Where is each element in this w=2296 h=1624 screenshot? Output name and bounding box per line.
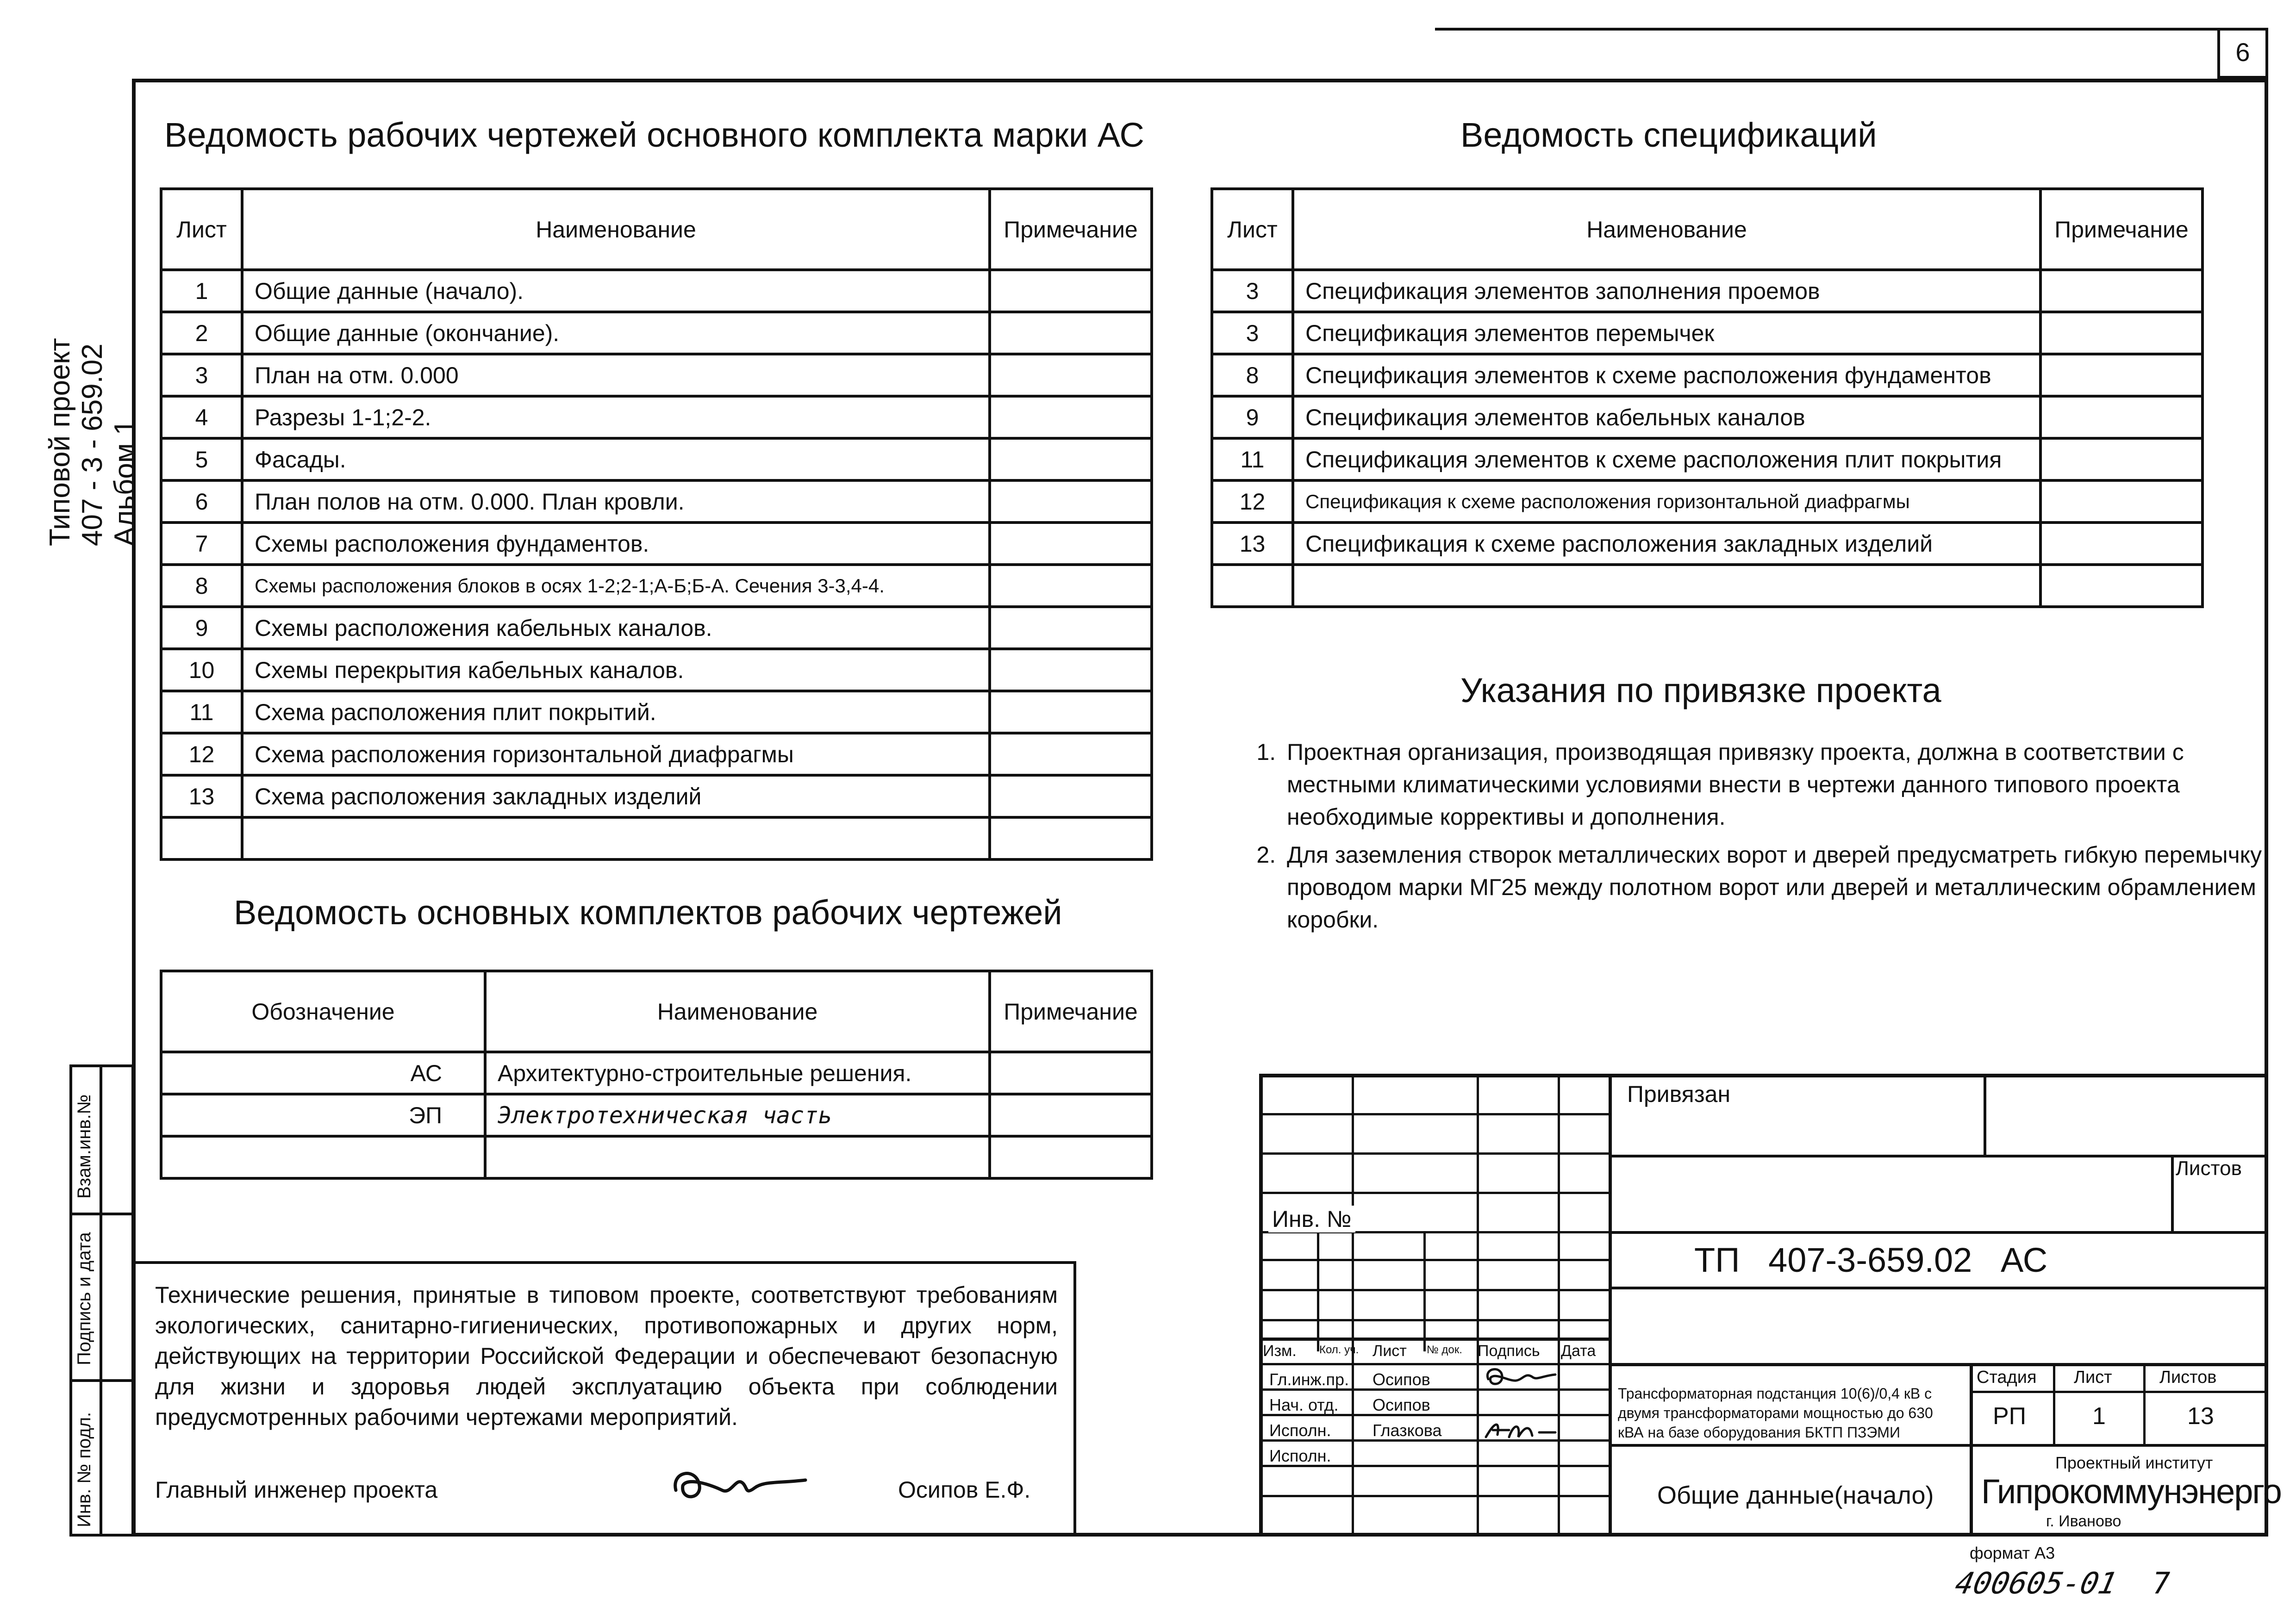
side-label [44,338,141,546]
drawings-cell-note [990,312,1152,354]
stamp-role-1: Гл.инж.пр. [1269,1370,1349,1389]
sets-cell-name: Электротехническая часть [485,1094,990,1136]
drawings-cell-note [990,817,1152,859]
vzam-label: Взам.инв.№ [74,1094,94,1199]
stamp-role-4: Исполн. [1269,1446,1331,1465]
stamp-sep-privyazan [1609,1155,2268,1157]
spec-cell-name: Спецификация элементов к схеме расположения плит покрытия [1293,438,2040,480]
spec-table [1210,187,2204,608]
spec-header-sheet: Лист [1212,189,1293,270]
spec-cell-note [2040,523,2202,565]
drawings-cell-name: Общие данные (начало). [242,270,990,312]
drawings-cell-name: Схемы расположения блоков в осях 1-2;2-1;А-Б;Б-А. Сечения 3-3,4-4. [242,565,990,607]
drawings-cell-sheet: 10 [161,649,242,691]
stamp-role-3: Исполн. [1269,1421,1331,1440]
spec-cell-name: Спецификация элементов заполнения проемов [1293,270,2040,312]
drawings-header-note: Примечание [990,189,1152,270]
stamp-sep-stage2 [1970,1444,2268,1447]
archive-page: 7 [2152,1567,2171,1601]
spec-row [1212,438,2202,480]
spec-row [1212,396,2202,438]
stamp-hline [1259,1113,1611,1115]
sets-header-note: Примечание [990,971,1152,1052]
chief-engineer-label: Главный инженер проекта [155,1477,438,1503]
tech-note-text: Технические решения, принятые в типовом проекте, соответствуют требованиям экологических, санитарно-гигиенических, противопожарных и других норм, действующих на территории Российской Федерации и обеспечевают безопасную для жизни и здоровья людей эксплуатацию объекта при соблюдении предусмотренных рабочими чертежами мероприятий. [155,1282,1058,1430]
stamp-inv-no: Инв. № [1268,1206,1355,1232]
stamp-vline-2 [1477,1074,1479,1537]
drawings-cell-sheet: 9 [161,607,242,649]
stamp-sheet-label: Лист [2074,1368,2112,1387]
spec-cell-name: Спецификация элементов перемычек [1293,312,2040,354]
stamp-signature-3 [1481,1416,1560,1444]
spec-cell-sheet: 3 [1212,270,1293,312]
sets-list-title: Ведомость основных комплектов рабочих чертежей [234,893,1062,932]
drawings-cell-note [990,649,1152,691]
drawings-cell-name: Фасады. [242,438,990,480]
stamp-sep-listov [1609,1231,2268,1234]
sets-cell-code: АС [161,1052,485,1094]
stamp-hline [1259,1289,1611,1291]
stamp-vline-1 [1352,1074,1354,1537]
stamp-vline-3 [1558,1074,1560,1537]
drawings-row [161,523,1152,565]
drawings-cell-sheet [161,817,242,859]
drawings-header-name: Наименование [242,189,990,270]
stamp-col-izm: Изм. [1263,1342,1297,1360]
spec-cell-name: Спецификация к схеме расположения горизонтальной диафрагмы [1293,480,2040,523]
drawings-cell-sheet: 4 [161,396,242,438]
drawings-cell-name: Схемы перекрытия кабельных каналов. [242,649,990,691]
spec-cell-sheet: 8 [1212,354,1293,396]
spec-list-title: Ведомость спецификаций [1460,116,1877,154]
stamp-col-kol: Кол. уч. [1319,1344,1359,1356]
drawings-cell-note [990,438,1152,480]
stamp-object-name: Трансформаторная подстанция 10(6)/0,4 кВ с двумя трансформаторами мощностью до 630 кВА на базе оборудования БКТП ПЗЭМИ [1618,1385,1933,1441]
spec-cell-sheet: 9 [1212,396,1293,438]
drawings-row [161,817,1152,859]
sets-cell-note [990,1136,1152,1178]
stamp-sheets-label: Листов [2159,1368,2217,1387]
spec-cell-note [2040,270,2202,312]
drawings-row [161,775,1152,817]
stamp-vline-obj [1970,1363,1973,1537]
drawings-cell-note [990,270,1152,312]
stamp-hline [1259,1319,1611,1321]
stamp-privyazan: Привязан [1627,1081,1731,1107]
stamp-col-ndok: № док. [1427,1344,1462,1356]
drawings-cell-sheet: 13 [161,775,242,817]
drawings-cell-name: Разрезы 1-1;2-2. [242,396,990,438]
sets-table [160,970,1153,1180]
sets-header-name: Наименование [485,971,990,1052]
stamp-role-2: Нач. отд. [1269,1395,1339,1414]
drawings-row [161,396,1152,438]
instruction-item-2: 2. Для заземления створок металлических ворот и дверей предусматреть гибкую перемычку проводом марки МГ25 между полотном ворот или дверей и металлическим обрамлением коробки. [1282,839,2268,936]
drawings-cell-note [990,565,1152,607]
spec-row [1212,480,2202,523]
inv-podl-label: Инв. № подл. [74,1412,94,1527]
stamp-name-1: Осипов [1373,1370,1430,1389]
spec-row [1212,354,2202,396]
stamp-sep-code [1609,1287,2268,1289]
stamp-sheets: 13 [2187,1403,2214,1430]
stamp-listov-top: Листов [2176,1157,2242,1180]
spec-cell-note [2040,354,2202,396]
stamp-drawing-title: Общие данные(начало) [1657,1481,1934,1509]
spec-row [1212,312,2202,354]
stamp-city: г. Иваново [2046,1512,2121,1530]
drawings-cell-name: План на отм. 0.000 [242,354,990,396]
stamp-col-podpis: Подпись [1478,1342,1540,1360]
side-label-line2: 407 - 3 - 659.02 [76,343,108,546]
sets-cell-name: Архитектурно-строительные решения. [485,1052,990,1094]
spec-cell-name: Спецификация к схеме расположения закладных изделий [1293,523,2040,565]
stamp-col-data: Дата [1561,1342,1596,1360]
stamp-vline-k [1317,1231,1319,1351]
drawings-cell-name: Схемы расположения фундаментов. [242,523,990,565]
sheet-number: 6 [2235,37,2250,67]
stamp-sep-stage [1970,1391,2268,1393]
stamp-stage: РП [1993,1403,2027,1430]
sets-row [161,1094,1152,1136]
stamp-vline-privyazan [1984,1074,1986,1157]
stamp-hline [1259,1338,1611,1341]
spec-cell-sheet: 12 [1212,480,1293,523]
chief-signature [667,1458,815,1509]
stamp-hline [1259,1192,1611,1194]
drawings-row [161,438,1152,480]
drawings-row [161,565,1152,607]
stamp-hline [1259,1259,1611,1261]
stamp-name-3: Глазкова [1373,1421,1442,1440]
instruction-item-1: 1. Проектная организация, производящая привязку проекта, должна в соответствии с местными климатическими условиями внести в чертежи данного типового проекта необходимые коррективы и дополнения. [1282,736,2268,833]
spec-header-note: Примечание [2040,189,2202,270]
side-label-line1: Типовой проект [44,338,76,546]
left-strip-divider [100,1064,102,1537]
sets-cell-code [161,1136,485,1178]
drawings-cell-sheet: 6 [161,480,242,523]
stamp-vline-sheet [2143,1363,2146,1446]
stamp-col-list: Лист [1373,1342,1407,1360]
sets-row [161,1052,1152,1094]
stamp-vline-d [1423,1231,1426,1351]
stamp-sheet: 1 [2092,1403,2106,1430]
stamp-institute-label: Проектный институт [2055,1453,2213,1472]
chief-engineer-name: Осипов Е.Ф. [898,1477,1031,1503]
spec-header-row [1212,189,2202,270]
drawings-cell-name: Общие данные (окончание). [242,312,990,354]
spec-cell-sheet: 11 [1212,438,1293,480]
sets-cell-note [990,1052,1152,1094]
sets-cell-code: ЭП [161,1094,485,1136]
stamp-code: ТП 407-3-659.02 АС [1694,1241,2048,1279]
sets-cell-note [990,1094,1152,1136]
drawings-cell-note [990,480,1152,523]
drawings-row [161,312,1152,354]
drawings-cell-name: Схемы расположения кабельных каналов. [242,607,990,649]
drawings-row [161,691,1152,733]
drawings-header-row [161,189,1152,270]
drawings-cell-note [990,733,1152,775]
spec-cell-note [2040,312,2202,354]
drawings-cell-note [990,523,1152,565]
format-label: формат А3 [1970,1543,2055,1562]
side-label-line3: Альбом 1 [109,419,141,546]
drawings-cell-sheet: 12 [161,733,242,775]
stamp-sep-title [1609,1444,1970,1447]
drawings-cell-sheet: 5 [161,438,242,480]
instructions-title: Указания по привязке проекта [1460,671,1941,709]
drawings-cell-sheet: 3 [161,354,242,396]
podpis-label: Подпись и дата [74,1232,94,1365]
drawings-cell-sheet: 2 [161,312,242,354]
drawings-cell-name: План полов на отм. 0.000. План кровли. [242,480,990,523]
drawings-cell-name: Схема расположения плит покрытий. [242,691,990,733]
spec-row [1212,270,2202,312]
spec-cell-sheet: 13 [1212,523,1293,565]
drawings-header-sheet: Лист [161,189,242,270]
stamp-hline [1259,1495,1611,1497]
spec-cell-name [1293,565,2040,607]
stamp-hline [1259,1152,1611,1155]
spec-header-name: Наименование [1293,189,2040,270]
sets-cell-name [485,1136,990,1178]
drawings-cell-sheet: 1 [161,270,242,312]
drawings-cell-name: Схема расположения горизонтальной диафрагмы [242,733,990,775]
spec-row [1212,565,2202,607]
spec-cell-sheet [1212,565,1293,607]
instructions-list [1241,736,2268,941]
archive-number: 400605-01 [1952,1567,2120,1601]
left-strip-sep-1 [69,1213,134,1215]
spec-cell-sheet: 3 [1212,312,1293,354]
left-strip-sep-2 [69,1379,134,1382]
stamp-vline-listov [2171,1155,2174,1233]
stamp-vline-4 [1609,1074,1612,1537]
spec-cell-name: Спецификация элементов кабельных каналов [1293,396,2040,438]
drawings-row [161,607,1152,649]
stamp-institute: Гипрокоммунэнерго [1981,1472,2281,1511]
drawings-cell-sheet: 11 [161,691,242,733]
drawings-cell-note [990,775,1152,817]
drawings-cell-sheet: 8 [161,565,242,607]
stamp-stage-label: Стадия [1977,1368,2037,1387]
drawings-list-title: Ведомость рабочих чертежей основного комплекта марки АС [164,116,1144,154]
sets-row [161,1136,1152,1178]
top-frame-line [1435,28,2217,31]
drawings-cell-name [242,817,990,859]
sets-header-row [161,971,1152,1052]
sets-header-code: Обозначение [161,971,485,1052]
spec-row [1212,523,2202,565]
spec-cell-name: Спецификация элементов к схеме расположения фундаментов [1293,354,2040,396]
stamp-name-2: Осипов [1373,1395,1430,1414]
drawings-row [161,480,1152,523]
drawings-row [161,733,1152,775]
spec-cell-note [2040,396,2202,438]
stamp-vline-stage [2053,1363,2055,1446]
drawings-table [160,187,1153,861]
spec-cell-note [2040,438,2202,480]
drawings-cell-name: Схема расположения закладных изделий [242,775,990,817]
spec-cell-note [2040,565,2202,607]
drawings-cell-sheet: 7 [161,523,242,565]
drawings-row [161,649,1152,691]
drawings-cell-note [990,607,1152,649]
stamp-sep-main [1609,1363,2268,1366]
stamp-signature-1 [1481,1363,1560,1391]
drawings-cell-note [990,354,1152,396]
drawings-row [161,270,1152,312]
drawings-cell-note [990,691,1152,733]
spec-cell-note [2040,480,2202,523]
drawings-cell-note [990,396,1152,438]
drawings-row [161,354,1152,396]
